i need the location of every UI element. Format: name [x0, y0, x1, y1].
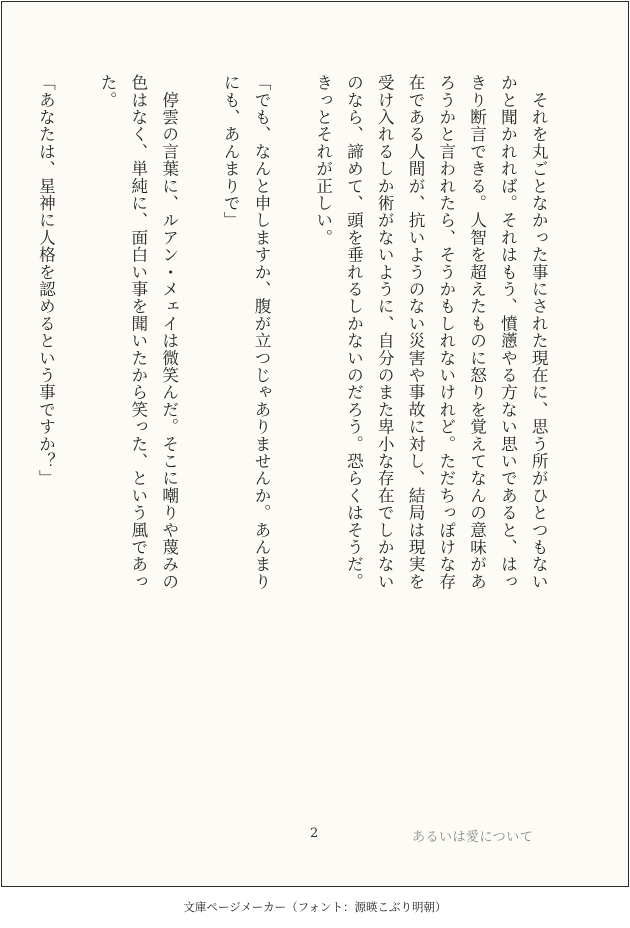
footer-credit: 文庫ページメーカー（フォント：源暎こぶり明朝） — [183, 900, 447, 914]
paragraph: それを丸ごとなかった事にされた現在に、思う所がひとつもないかと聞かれれば。それはもう、憤懣やる方ない思いであると、はっきり断言できる。人智を超えたものに怒りを覚えてなんの意味があろうかと言われたら、そうかもしれないけれど。ただちっぽけな存在である人間が、抗いようのない災害や事故に対し、結局は現実を受け入れるしか術がないように、自分のまた卑小な存在でしかないのなら、諦めて、頭を垂れるしかないのだろう。恐らくはそうだ。きっとそれが正しい。 — [313, 74, 549, 590]
page-number: 2 — [310, 826, 319, 841]
book-page — [1, 1, 629, 887]
paragraph: 停雲の言葉に、ルアン・メェイは微笑んだ。そこに嘲りや蔑みの色はなく、単純に、面白い事を聞いたから笑った、という風であった。 — [98, 74, 179, 590]
paragraph: 「でも、なんと申しますか、腹が立つじゃありませんか。あんまりにも、あんまりで」 — [221, 74, 272, 590]
vertical-text-body — [36, 74, 584, 604]
running-title: あるいは愛について — [412, 830, 534, 845]
paragraph: 「あなたは、星神に人格を認めるという事ですか？」 — [36, 74, 56, 487]
